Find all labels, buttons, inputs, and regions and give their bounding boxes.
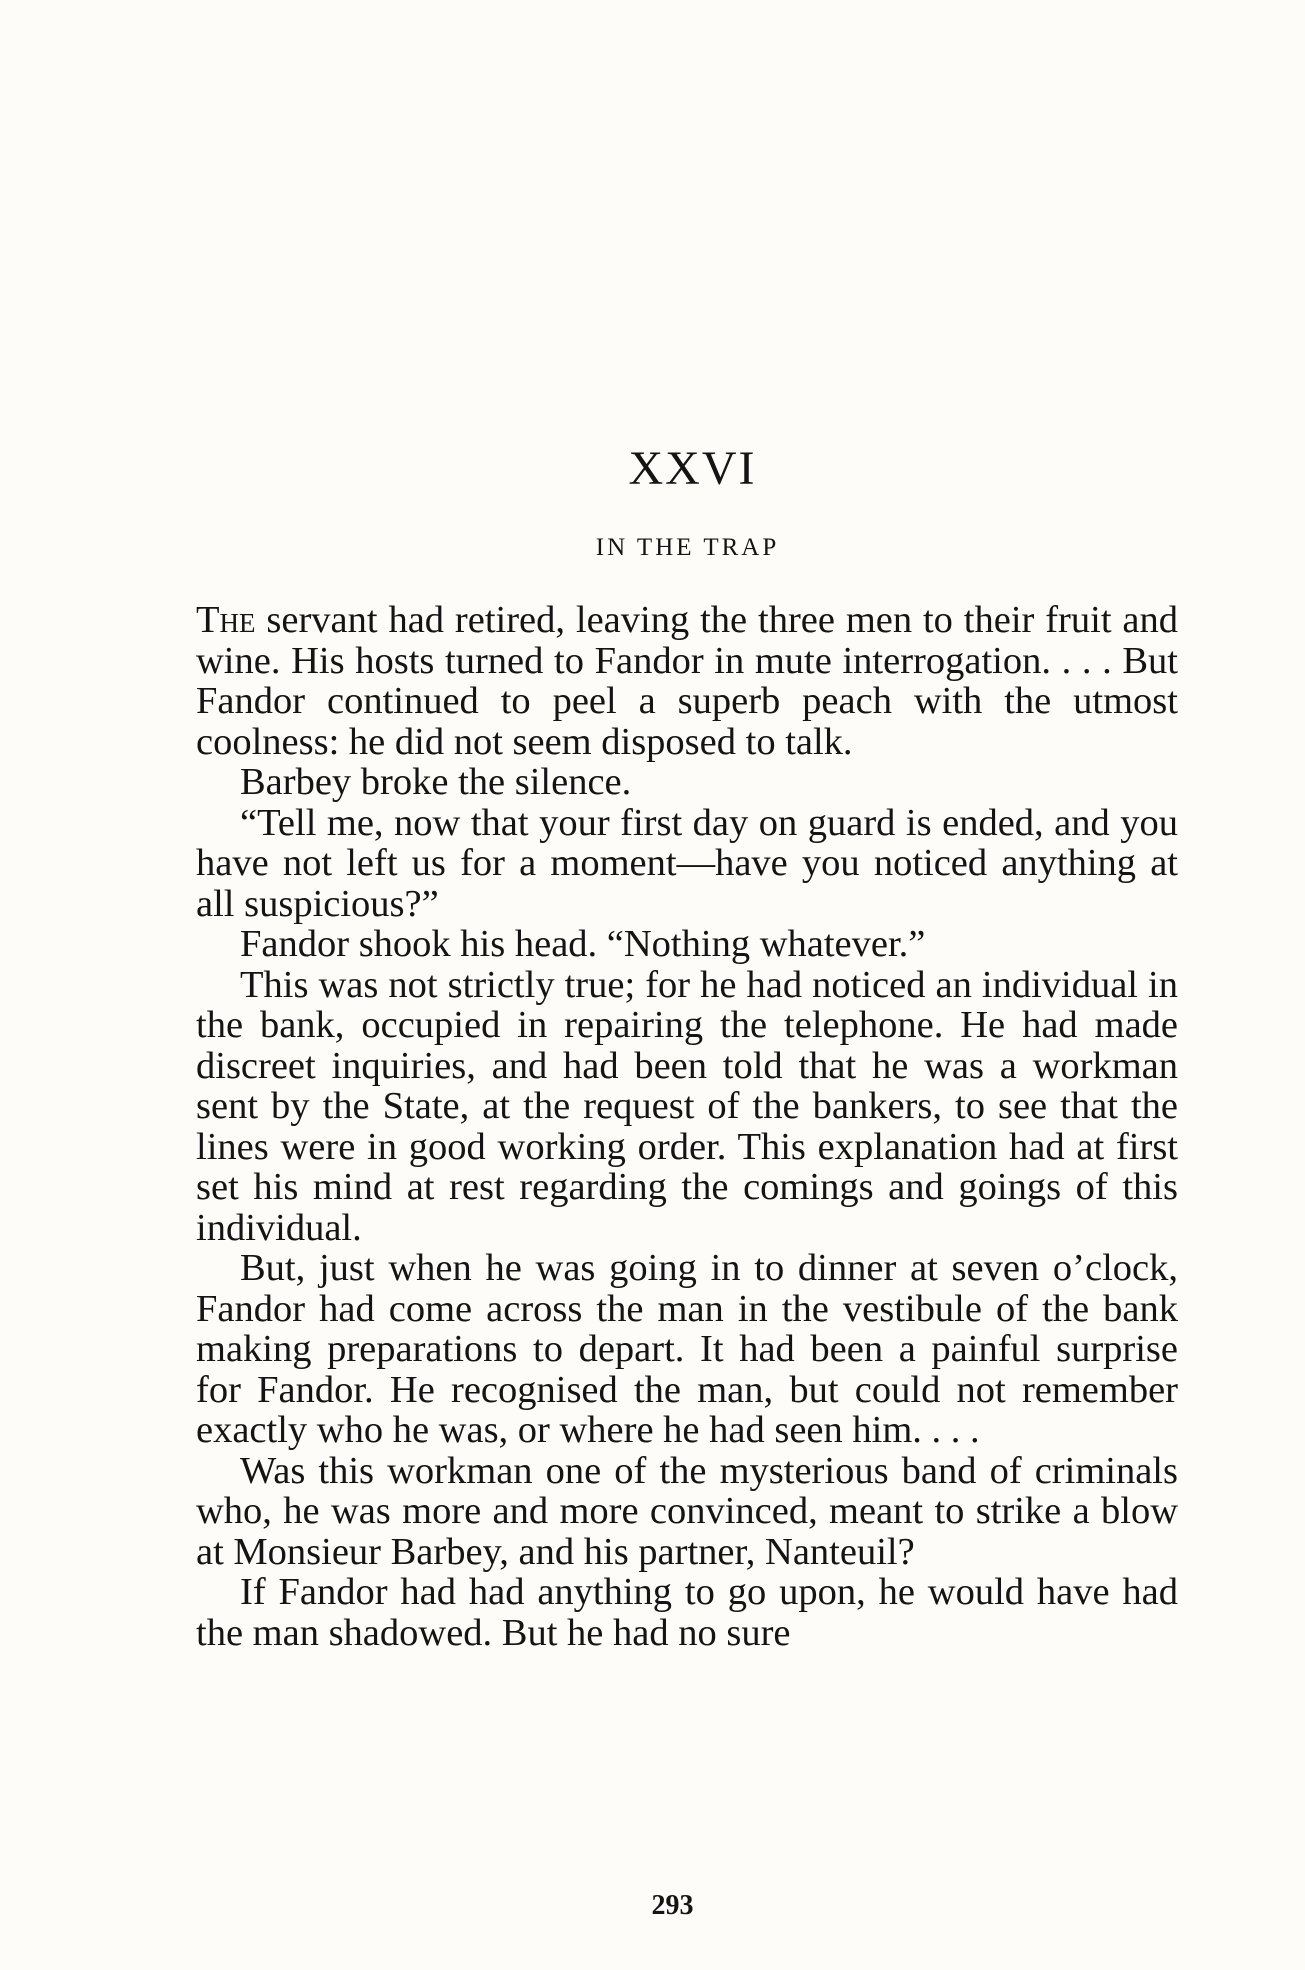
- paragraph-text: servant had retired, leaving the three men to their fruit and wine. His hosts turned to Fandor in mute interrogation. . . . But Fandor continued to peel a superb peach with the utmost coolness: he did not seem disposed to talk.: [196, 599, 1178, 763]
- paragraph: [196, 600, 1178, 762]
- chapter-number: XXVI: [628, 442, 757, 495]
- body-text: [196, 600, 1178, 1653]
- lead-word: The: [196, 599, 256, 641]
- paragraph: But, just when he was going in to dinner at seven o’clock, Fandor had come across the man in the vestibule of the bank making preparations to depart. It had been a painful surprise for Fandor. He recognised the man, but could not remember exactly who he was, or where he had seen him. . . .: [196, 1247, 1178, 1451]
- paragraph: “Tell me, now that your first day on guard is ended, and you have not left us for a moment—have you noticed anything at all suspicious?”: [196, 801, 1178, 925]
- paragraph: Barbey broke the silence.: [240, 761, 632, 803]
- paragraph: Fandor shook his head. “Nothing whatever.”: [240, 923, 926, 965]
- paragraph: This was not strictly true; for he had noticed an individual in the bank, occupied in repairing the telephone. He had made discreet inquiries, and had been told that he was a workman sent by the State, at the request of the bankers, to see that the lines were in good working order. This explanation had at first set his mind at rest regarding the comings and goings of this individual.: [196, 963, 1178, 1249]
- chapter-title: IN THE TRAP: [595, 534, 780, 561]
- paragraph: If Fandor had had anything to go upon, he would have had the man shadowed. But he had no sure: [196, 1571, 1178, 1654]
- page-number: 293: [651, 1890, 694, 1921]
- paragraph: Was this workman one of the mysterious band of criminals who, he was more and more convinced, meant to strike a blow at Monsieur Barbey, and his partner, Nanteuil?: [196, 1449, 1178, 1573]
